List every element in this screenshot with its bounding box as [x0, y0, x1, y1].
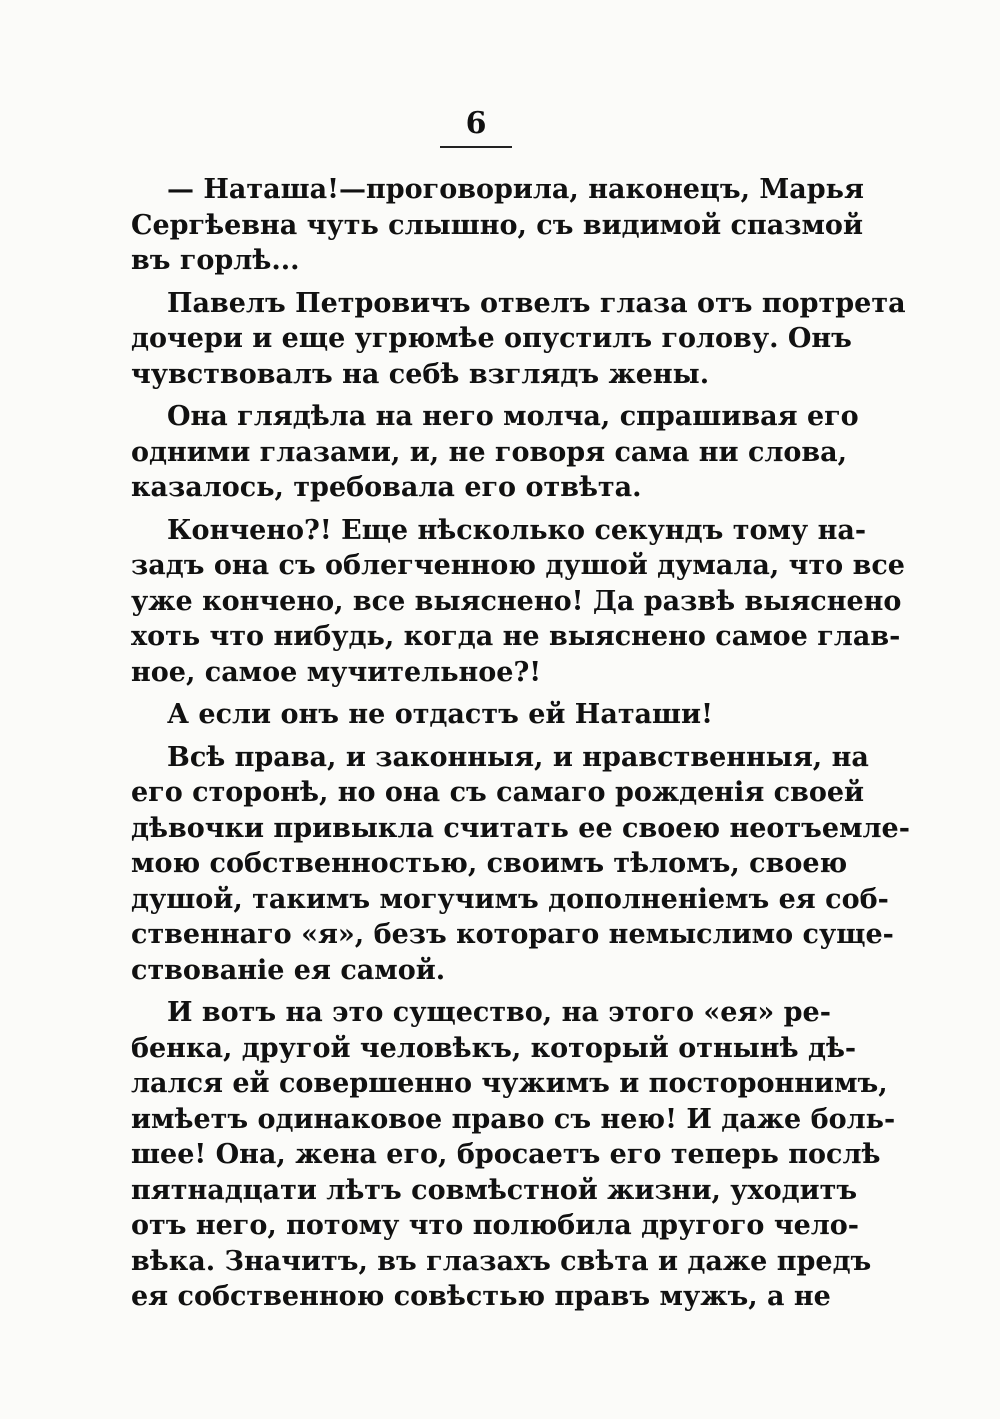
text-line: Всѣ права, и законныя, и нравственныя, на: [167, 741, 869, 773]
text-line: вѣка. Значитъ, въ глазахъ свѣта и даже предъ: [131, 1245, 872, 1277]
paragraph: [131, 513, 905, 691]
text-line: одними глазами, и, не говоря сама ни слова,: [131, 436, 848, 468]
text-line: его сторонѣ, но она съ самаго рожденія своей: [131, 777, 865, 808]
text-line: А если онъ не отдастъ ей Наташи!: [167, 699, 713, 730]
text-line: Павелъ Петровичъ отвелъ глаза отъ портрета: [167, 287, 906, 319]
text-line: дѣвочки привыкла считать ее своею неотъемле-: [131, 812, 910, 844]
paragraph: [131, 697, 821, 733]
text-line: дочери и еще угрюмѣе опустилъ голову. Онъ: [131, 323, 852, 354]
text-line: чувствовалъ на себѣ взглядъ жены.: [131, 358, 710, 390]
paragraph-gap: [131, 392, 821, 399]
text-line: казалось, требовала его отвѣта.: [131, 472, 642, 503]
text-line: лался ей совершенно чужимъ и постороннимъ,: [131, 1068, 888, 1099]
paragraph: [131, 172, 864, 279]
paragraph-gap: [131, 733, 821, 740]
text-line: бенка, другой человѣкъ, который отнынѣ дѣ-: [131, 1032, 857, 1064]
paragraph-gap: [131, 279, 821, 286]
text-line: Сергѣевна чуть слышно, съ видимой спазмой: [131, 209, 863, 241]
text-line: Кончено?! Еще нѣсколько секундъ тому на-: [167, 514, 867, 546]
paragraph: [131, 740, 910, 989]
text-line: пятнадцати лѣтъ совмѣстной жизни, уходитъ: [131, 1174, 858, 1206]
text-line: уже кончено, все выяснено! Да развѣ выяснено: [131, 585, 902, 617]
text-line: душой, такимъ могучимъ дополненіемъ ея соб-: [131, 883, 889, 915]
text-line: И вотъ на это существо, на этого «ея» ре-: [167, 997, 831, 1028]
page-number-rule: [440, 146, 512, 148]
paragraph: [131, 399, 859, 506]
text-line: задъ она съ облегченною душой думала, что все: [131, 550, 905, 581]
paragraph-gap: [131, 988, 821, 995]
text-line: ное, самое мучительное?!: [131, 656, 542, 688]
text-line: шее! Она, жена его, бросаетъ его теперь послѣ: [131, 1139, 881, 1170]
text-line: — Наташа!—проговорила, наконецъ, Марья: [167, 174, 864, 205]
page-number: 6: [465, 106, 487, 141]
text-line: въ горлѣ...: [131, 245, 300, 276]
paragraph: [131, 995, 896, 1315]
text-line: Она глядѣла на него молча, спрашивая его: [167, 401, 859, 432]
body-text: [131, 172, 910, 1315]
paragraph-gap: [131, 690, 821, 697]
text-line: хоть что нибудь, когда не выяснено самое глав-: [131, 621, 901, 652]
text-line: имѣетъ одинаковое право съ нею! И даже боль-: [131, 1103, 896, 1135]
text-line: отъ него, потому что полюбила другого чело-: [131, 1210, 860, 1241]
text-line: мою собственностью, своимъ тѣломъ, своею: [131, 848, 848, 879]
text-line: ствованіе ея самой.: [131, 954, 446, 986]
paragraph: [131, 286, 906, 393]
text-line: ственнаго «я», безъ котораго немыслимо суще-: [131, 919, 894, 950]
paragraph-gap: [131, 506, 821, 513]
text-line: ея собственною совѣстью правъ мужъ, а не: [131, 1281, 831, 1312]
